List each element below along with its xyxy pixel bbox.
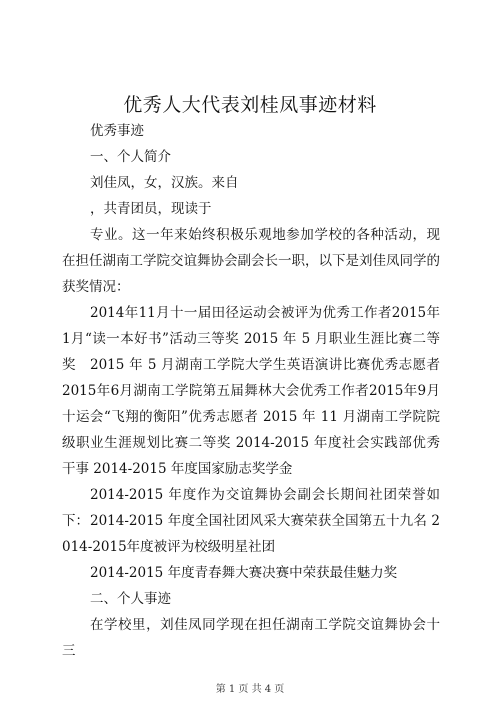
section-heading-outstanding-deeds: 优秀事迹 — [90, 123, 144, 139]
page-footer: 第 1 页 共 4 页 — [215, 684, 285, 695]
club-honor-paragraph-2: 2014-2015 年度青春舞大赛决赛中荣获最佳魅力奖 — [90, 565, 398, 581]
deeds-paragraph: 在学校里，刘佳凤同学现在担任湖南工学院交谊舞协会十三 — [62, 617, 440, 659]
profile-paragraph: 专业。这一年来始终积极乐观地参加学校的各种活动，现在担任湖南工学院交谊舞协会副会长一职，以下是刘佳凤同学的获奖情况： — [62, 227, 440, 295]
section-heading-personal-profile: 一、个人简介 — [90, 149, 171, 165]
club-honor-paragraph-1: 2014-2015 年度全国社团风采大赛荣获全国第五十九名 2014-2015年度被评为校级明星社团 — [62, 513, 440, 555]
section-heading-personal-deeds: 二、个人事迹 — [90, 591, 171, 607]
profile-line-1: 刘佳凤，女，汉族。来自 — [90, 175, 239, 191]
club-honors-intro: 2014-2015 年度作为交谊舞协会副会长期间社团荣誉如下： — [62, 487, 440, 529]
award-paragraph-1: 2014年11月十一届田径运动会被评为优秀工作者2015年1月“读一本好书”活动三等奖 2015 年 5 月职业生涯比赛二等奖 — [62, 305, 440, 373]
profile-line-2: ，共青团员，现读于 — [90, 201, 212, 217]
document-title: 优秀人大代表刘桂凤事迹材料 — [123, 94, 377, 116]
award-paragraph-2: 2015 年 5 月湖南工学院大学生英语演讲比赛优秀志愿者 2015年6月湖南工学院第五届舞林大会优秀工作者2015年9月十运会“飞翔的衡阳”优秀志愿者 2015 年 11 月湖南工学院院级职业生涯规划比赛二等奖 2014-2015 年度社会实践部优秀干事 2014-2015 年度国家励志奖学金 — [62, 357, 440, 477]
